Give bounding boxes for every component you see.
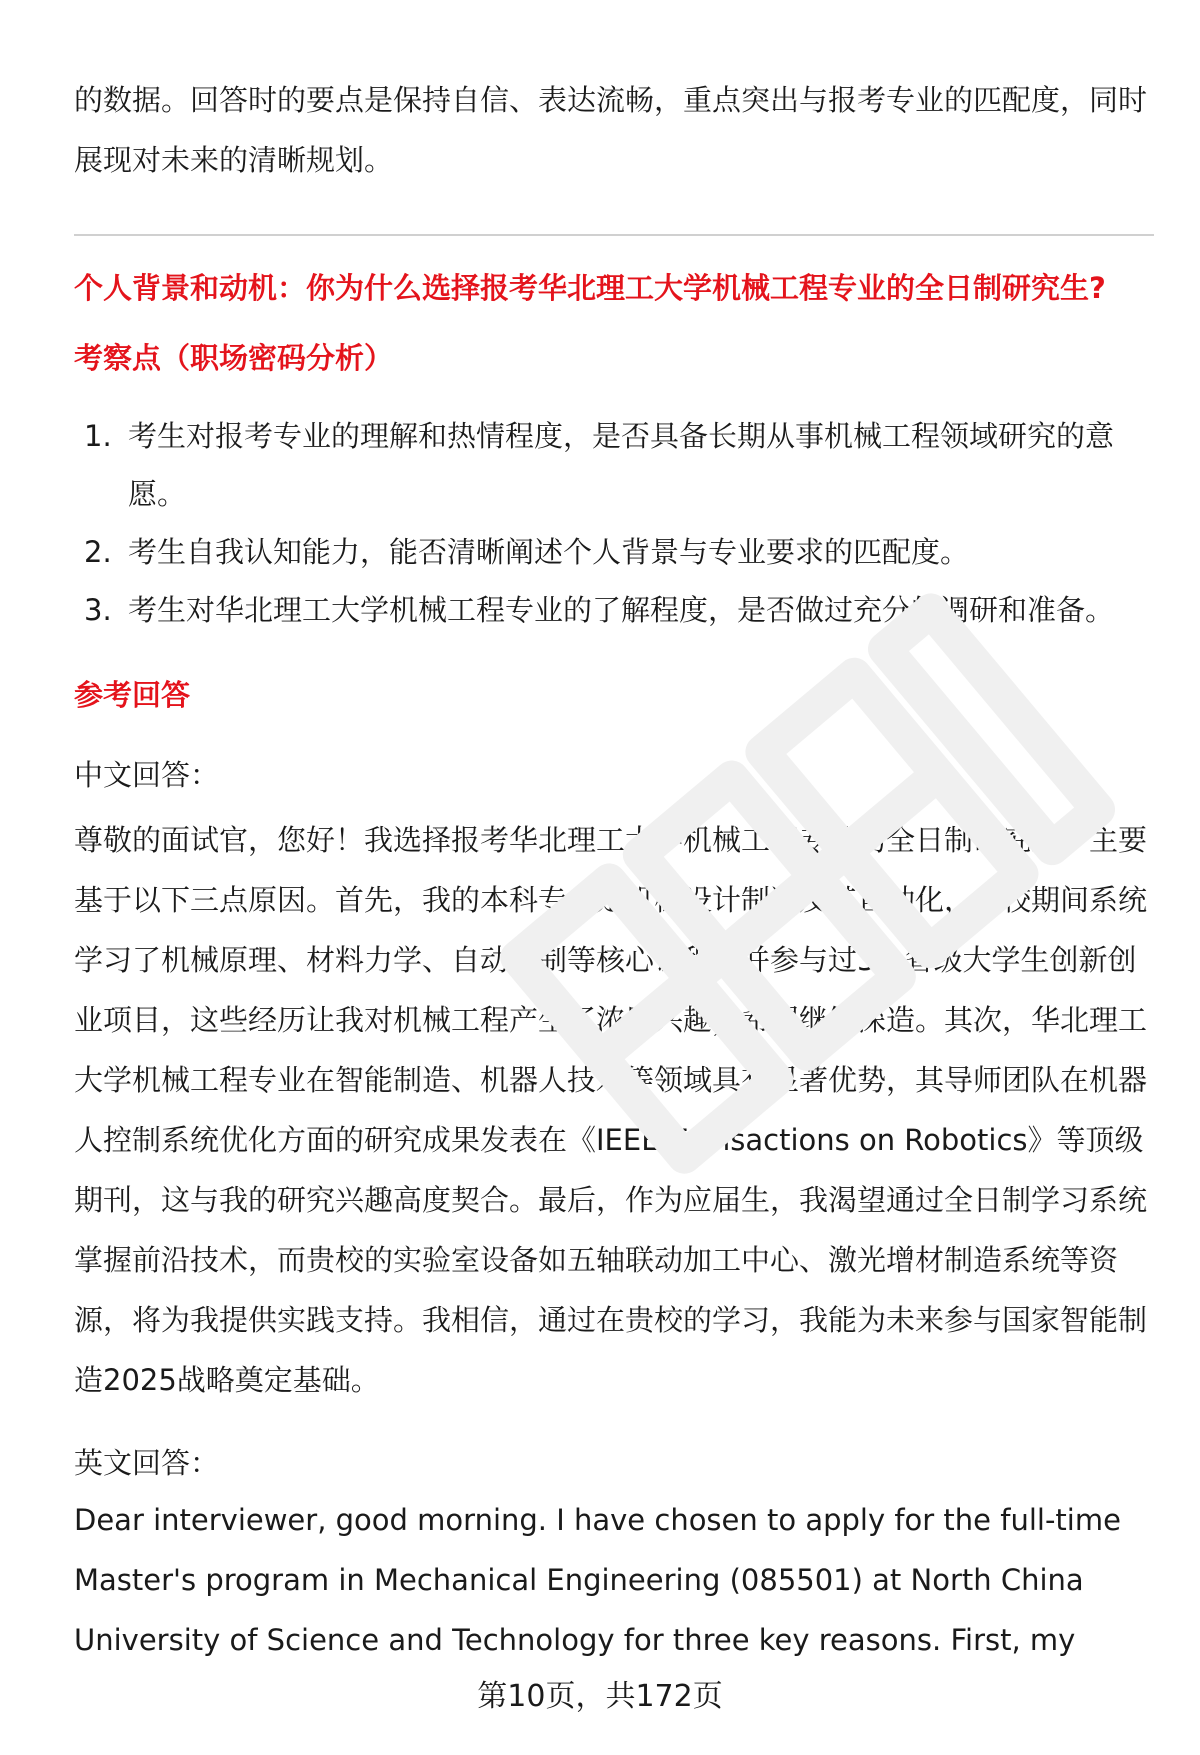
section-divider bbox=[74, 234, 1154, 236]
english-answer-text: Dear interviewer, good morning. I have chosen to apply for the full-time Master's program in Mechanical Engineering (085501) at North China University of Science and Technology for three key reasons. First, my bbox=[74, 1503, 1121, 1657]
focus-point-text: 考生对报考专业的理解和热情程度，是否具备长期从事机械工程领域研究的意愿。 bbox=[128, 419, 1115, 511]
focus-point-item bbox=[74, 523, 1154, 581]
chinese-answer-text: 尊敬的面试官，您好！我选择报考华北理工大学机械工程专业的全日制研究生，主要基于以下三点原因。首先，我的本科专业是机械设计制造及其自动化，在校期间系统学习了机械原理、材料力学、自动控制等核心课程，并参与过3个省级大学生创新创业项目，这些经历让我对机械工程产生了浓厚兴趣，希望继续深造。其次，华北理工大学机械工程专业在智能制造、机器人技术等领域具有显著优势，其导师团队在机器人控制系统优化方面的研究成果发表在《IEEE Transactions on Robotics》等顶级期刊，这与我的研究兴趣高度契合。最后，作为应届生，我渴望通过全日制学习系统掌握前沿技术，而贵校的实验室设备如五轴联动加工中心、激光增材制造系统等资源，将为我提供实践支持。我相信，通过在贵校的学习，我能为未来参与国家智能制造2025战略奠定基础。 bbox=[74, 823, 1148, 1397]
focus-point-number: 1. bbox=[84, 419, 112, 453]
english-answer-label: 英文回答： bbox=[74, 1446, 220, 1480]
focus-point-item bbox=[74, 407, 1154, 523]
intro-block bbox=[74, 70, 1154, 190]
intro-paragraph: 的数据。回答时的要点是保持自信、表达流畅，重点突出与报考专业的匹配度，同时展现对未来的清晰规划。 bbox=[74, 83, 1148, 177]
answer-title: 参考回答 bbox=[74, 678, 191, 712]
focus-point-list bbox=[74, 407, 1154, 639]
focus-point-text: 考生自我认知能力，能否清晰阐述个人背景与专业要求的匹配度。 bbox=[128, 535, 970, 569]
chinese-answer-label: 中文回答： bbox=[74, 758, 220, 792]
question-title: 个人背景和动机：你为什么选择报考华北理工大学机械工程专业的全日制研究生? bbox=[74, 271, 1106, 305]
focus-title: 考察点（职场密码分析） bbox=[74, 341, 394, 375]
focus-point-item bbox=[74, 581, 1154, 639]
page-footer: 第10页，共172页 bbox=[477, 1679, 723, 1714]
focus-point-number: 2. bbox=[84, 535, 112, 569]
focus-point-text: 考生对华北理工大学机械工程专业的了解程度，是否做过充分的调研和准备。 bbox=[128, 593, 1115, 627]
focus-point-number: 3. bbox=[84, 593, 112, 627]
